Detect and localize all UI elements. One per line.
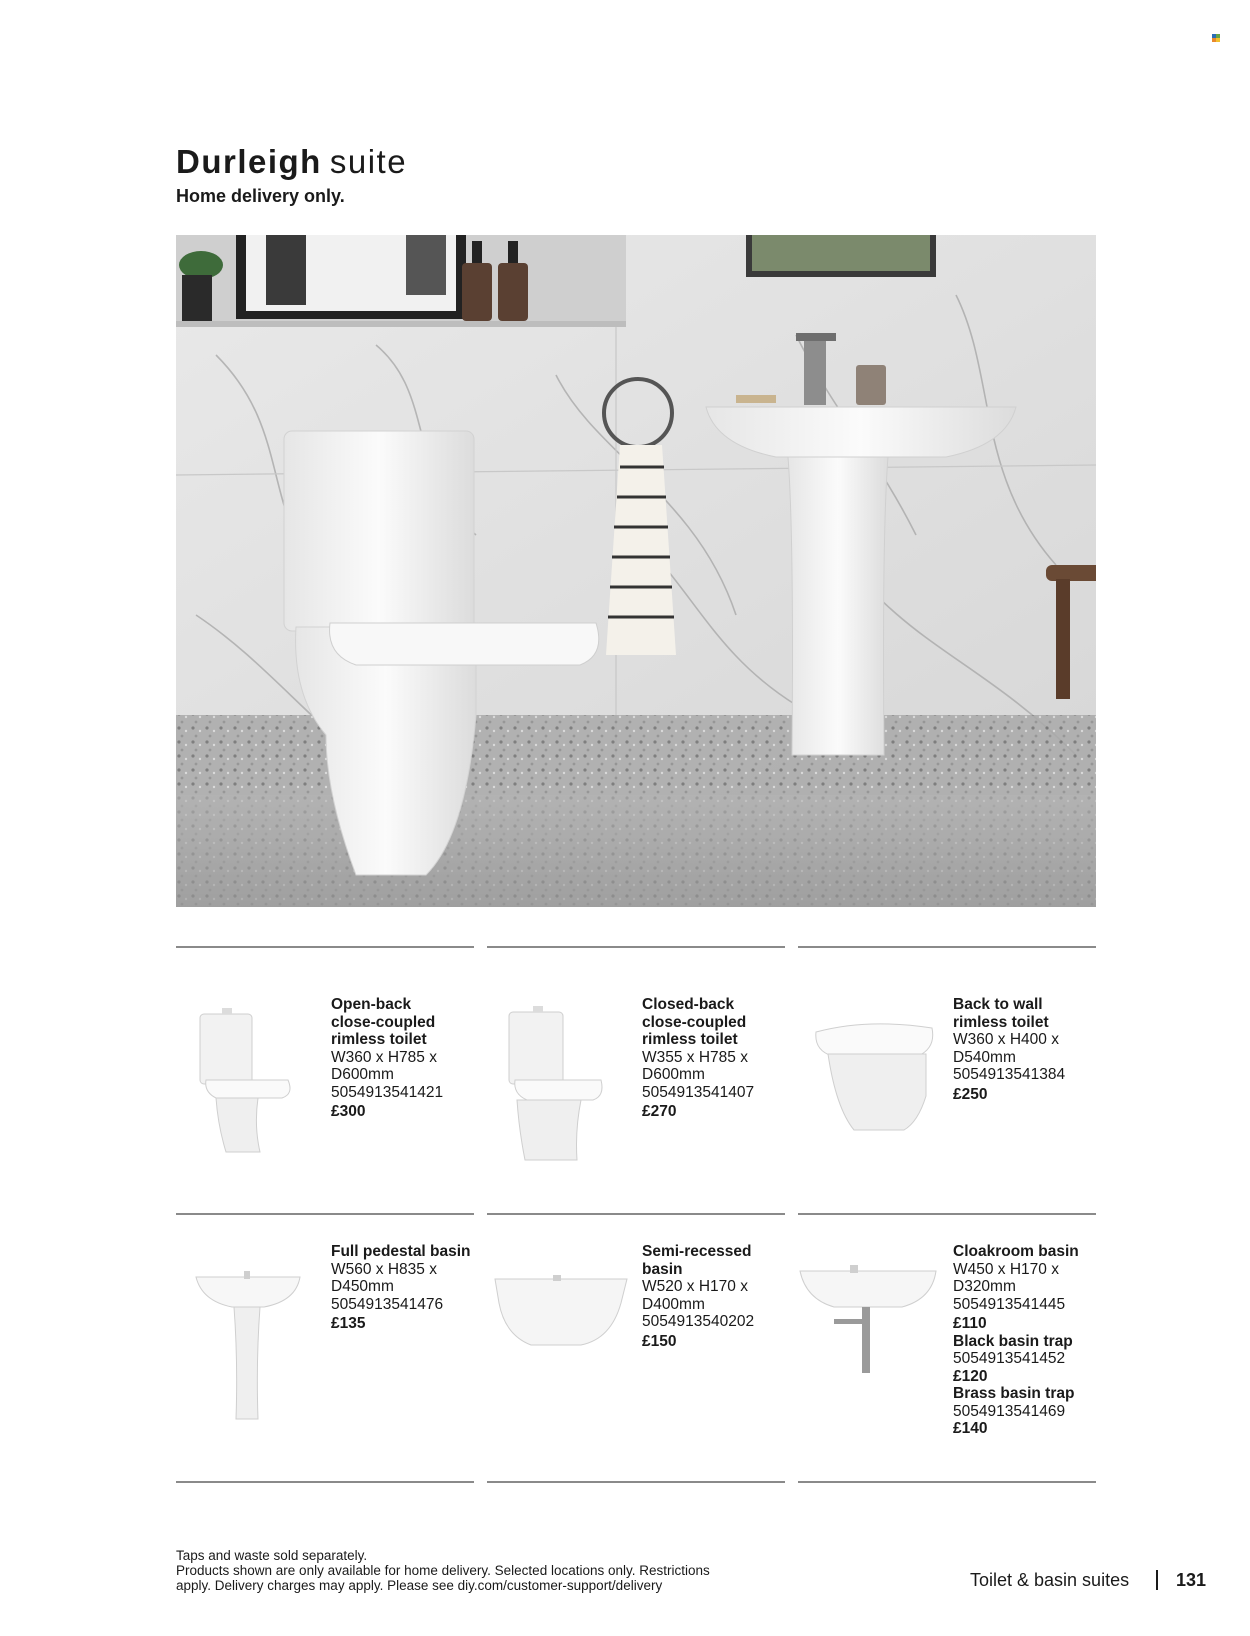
divider xyxy=(487,946,785,948)
product-name: Semi-recessed xyxy=(642,1243,752,1260)
footer-note xyxy=(176,1548,736,1593)
section-name: Toilet & basin suites xyxy=(970,1570,1130,1590)
product-code: 5054913541476 xyxy=(331,1295,444,1313)
product-dimensions: W355 x H785 x xyxy=(642,1048,748,1066)
accessory-name: Black basin trap xyxy=(953,1332,1073,1350)
footer-line: Products shown are only available for home delivery. Selected locations only. Restrictions xyxy=(176,1563,710,1578)
product-name: Back to wall xyxy=(953,996,1043,1013)
close-coupled-toilet-icon xyxy=(196,1006,306,1156)
accessory-code: 5054913541469 xyxy=(953,1402,1066,1420)
footer-line: Taps and waste sold separately. xyxy=(176,1548,368,1563)
product-dimensions: W560 x H835 x xyxy=(331,1260,437,1278)
product-dimensions: W520 x H170 x xyxy=(642,1278,748,1295)
product-name: Cloakroom basin xyxy=(953,1243,1079,1260)
product-dimensions: W360 x H400 x xyxy=(953,1031,1059,1048)
product-dimensions: D320mm xyxy=(953,1278,1016,1295)
page-number: 131 xyxy=(1176,1570,1207,1590)
semi-recessed-basin-icon xyxy=(491,1275,631,1355)
product-name: rimless toilet xyxy=(953,1013,1049,1031)
product-price: £270 xyxy=(642,1103,677,1120)
hero-bathroom-photo xyxy=(176,235,1096,907)
divider xyxy=(176,1213,474,1215)
product-name: basin xyxy=(642,1260,683,1278)
product-code: 5054913541407 xyxy=(642,1083,755,1101)
product-code: 5054913541421 xyxy=(331,1083,444,1101)
product-price: £300 xyxy=(331,1103,366,1120)
product-dimensions: W360 x H785 x xyxy=(331,1048,437,1066)
divider xyxy=(798,1481,1096,1483)
product-dimensions: D600mm xyxy=(642,1066,705,1083)
accessory-name: Brass basin trap xyxy=(953,1385,1075,1402)
product-name: close-coupled xyxy=(642,1013,747,1031)
product-dimensions: D450mm xyxy=(331,1278,394,1295)
divider xyxy=(798,946,1096,948)
page-title xyxy=(176,142,407,182)
product-name: Full pedestal basin xyxy=(331,1243,471,1260)
footer-separator xyxy=(1156,1570,1158,1590)
product-dimensions: D600mm xyxy=(331,1066,394,1083)
title-light: suite xyxy=(329,143,408,180)
product-name: Closed-back xyxy=(642,996,735,1013)
page-subtitle: Home delivery only. xyxy=(176,186,345,206)
brand-mark-icon xyxy=(1212,34,1220,42)
pedestal-basin-icon xyxy=(194,1271,304,1421)
back-to-wall-toilet-icon xyxy=(808,1018,938,1138)
title-bold: Durleigh xyxy=(176,143,322,180)
product-name: rimless toilet xyxy=(331,1031,427,1048)
closed-back-toilet-icon xyxy=(505,1004,615,1164)
accessory-price: £120 xyxy=(953,1367,988,1385)
accessory-price: £140 xyxy=(953,1420,988,1437)
product-name: close-coupled xyxy=(331,1013,436,1031)
divider xyxy=(487,1213,785,1215)
product-price: £135 xyxy=(331,1315,366,1332)
divider xyxy=(176,1481,474,1483)
cloakroom-basin-icon xyxy=(798,1265,938,1375)
product-name: Open-back xyxy=(331,996,412,1013)
product-price: £150 xyxy=(642,1332,677,1350)
divider xyxy=(487,1481,785,1483)
footer-line: apply. Delivery charges may apply. Please see diy.com/customer-support/delivery xyxy=(176,1578,663,1593)
product-code: 5054913541445 xyxy=(953,1295,1066,1313)
product-price: £110 xyxy=(953,1315,987,1332)
product-price: £250 xyxy=(953,1085,988,1103)
divider xyxy=(798,1213,1096,1215)
product-dimensions: D400mm xyxy=(642,1295,705,1313)
divider xyxy=(176,946,474,948)
accessory-code: 5054913541452 xyxy=(953,1350,1066,1367)
product-name: rimless toilet xyxy=(642,1031,738,1048)
product-dimensions: W450 x H170 x xyxy=(953,1260,1059,1278)
product-code: 5054913541384 xyxy=(953,1066,1066,1083)
product-code: 5054913540202 xyxy=(642,1313,755,1330)
product-dimensions: D540mm xyxy=(953,1048,1016,1066)
